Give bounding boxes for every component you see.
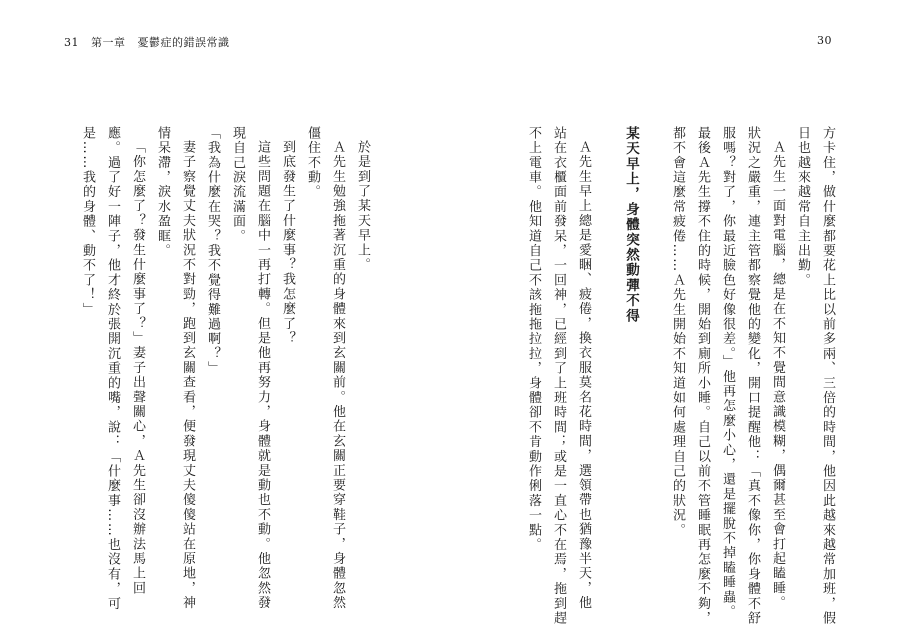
text-column: 情呆滯，淚水盈眶。	[155, 126, 170, 259]
running-header-left	[64, 34, 238, 50]
chapter-title: 憂鬱症的錯誤常識	[137, 36, 230, 49]
left-page-body	[75, 126, 375, 612]
right-page-body	[521, 126, 840, 626]
section-heading: 某天早上，身體突然動彈不得	[623, 126, 639, 324]
text-column: Ａ先生勉強拖著沉重的身體來到玄關前。他在玄關正要穿鞋子，身體忽然	[330, 140, 345, 611]
text-column: 這些問題在腦中一再打轉。但是他再努力，身體就是動也不動。他忽然發	[255, 140, 270, 611]
text-column: 不上電車。他知道自己不該拖拖拉拉，身體卻不肯動作俐落一點。	[526, 126, 541, 553]
text-column: 現自己淚流滿面。	[230, 126, 245, 244]
text-column: 「你怎麼了？發生什麼事了？」妻子出聲關心，Ａ先生卻沒辦法馬上回	[130, 140, 145, 596]
text-column: 日也越來越常自主出勤。	[795, 126, 810, 288]
text-column: 僵住不動。	[305, 126, 320, 200]
text-column: 於是到了某天早上。	[355, 140, 370, 273]
text-column: 都不會這麼常疲倦……Ａ先生開始不知道如何處理自己的狀況。	[670, 126, 685, 538]
text-column: Ａ先生早上總是愛睏、疲倦，換衣服莫名花時間，選領帶也猶豫半天，他	[576, 140, 591, 611]
chapter-label: 第一章	[91, 36, 126, 49]
text-column: 服嗎？對了，你最近臉色好像很差。」他再怎麼小心，還是擺脫不掉瞌睡蟲。	[720, 126, 735, 620]
running-header-right	[817, 34, 840, 47]
text-column: 站在衣櫃面前發呆，一回神，已經到了上班時間；或是一直心不在焉，拖到趕	[551, 126, 566, 626]
text-column: 方卡住，做什麼都要花上比以前多兩、三倍的時間，他因此越來越常加班，假	[820, 126, 835, 626]
text-column: 到底發生了什麼事？我怎麼了？	[280, 140, 295, 346]
text-column: 是……我的身體、動不了！」	[80, 126, 95, 318]
text-column: 應。過了好一陣子，他才終於張開沉重的嘴，說：「什麼事……也沒有，可	[105, 126, 120, 612]
text-column: 狀況之嚴重，連主管都察覺他的變化，開口提醒他：「真不像你，你身體不舒	[745, 126, 760, 626]
text-column: Ａ先生一面對電腦，總是在不知不覺間意識模糊，偶爾甚至會打起瞌睡。	[770, 140, 785, 611]
page-number-right: 30	[817, 34, 832, 47]
text-column: 「我為什麼在哭？我不覺得難過啊？」	[205, 126, 220, 376]
page-number-left: 31	[64, 36, 79, 49]
text-column: 最後Ａ先生撐不住的時候，開始到廁所小睡。自己以前不管睡眠再怎麼不夠，	[695, 126, 710, 626]
text-column: 妻子察覺丈夫狀況不對勁，跑到玄關查看，便發現丈夫傻傻站在原地，神	[180, 140, 195, 611]
